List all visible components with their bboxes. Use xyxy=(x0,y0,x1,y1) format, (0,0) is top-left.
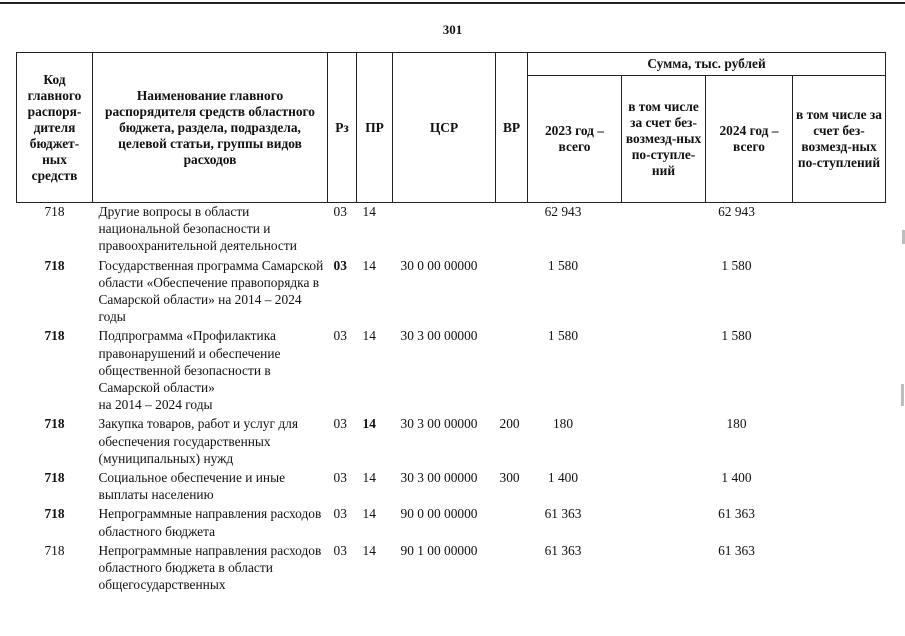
cell-bv-2024 xyxy=(793,505,886,541)
cell-rz: 03 xyxy=(333,328,347,344)
table-row xyxy=(17,203,886,257)
cell-pr: 14 xyxy=(362,328,376,344)
cell-csr: 90 1 00 00000 xyxy=(400,542,478,558)
table-row xyxy=(17,415,886,469)
cell-code: 718 xyxy=(44,204,65,219)
cell-pr: 14 xyxy=(362,204,376,219)
cell-rz: 03 xyxy=(333,416,347,432)
cell-pr: 14 xyxy=(362,416,376,432)
cell-csr: 30 3 00 00000 xyxy=(400,470,478,486)
cell-sum-2023: 1 400 xyxy=(547,470,579,486)
table-row xyxy=(17,257,886,328)
header-sum-2024: 2024 год – всего xyxy=(706,76,793,203)
cell-pr: 14 xyxy=(362,506,376,522)
cell-bv-2023 xyxy=(622,415,706,469)
cell-sum-2023: 1 580 xyxy=(547,328,579,344)
cell-vr: 200 xyxy=(499,416,520,432)
cell-name: Подпрограмма «Профилактика правонарушений и обеспечение общественной безопасности в Самарской области» на 2014 – 2024 годы xyxy=(98,328,281,413)
cell-csr: 90 0 00 00000 xyxy=(400,506,478,522)
cell-sum-2024: 1 580 xyxy=(721,257,752,273)
scan-margin-mark xyxy=(901,384,904,406)
page-number: 301 xyxy=(442,22,463,37)
header-code: Код главного распоря-дителя бюджет-ных средств xyxy=(17,53,93,203)
cell-sum-2023: 180 xyxy=(552,416,574,432)
cell-pr: 14 xyxy=(362,470,376,486)
cell-bv-2024 xyxy=(793,415,886,469)
cell-bv-2023 xyxy=(622,257,706,328)
header-sum-2023: 2023 год – всего xyxy=(528,76,622,203)
cell-bv-2023 xyxy=(622,469,706,505)
cell-sum-2024: 1 580 xyxy=(721,328,752,344)
cell-vr xyxy=(496,203,528,257)
cell-sum-2024: 180 xyxy=(726,416,747,432)
cell-code: 718 xyxy=(44,328,65,344)
cell-rz: 03 xyxy=(333,470,347,486)
header-rz: Рз xyxy=(328,53,357,203)
table-row xyxy=(17,505,886,541)
cell-vr xyxy=(496,542,528,596)
cell-name: Закупка товаров, работ и услуг для обеспечения государственных (муниципальных) нужд xyxy=(98,416,298,466)
cell-csr: 30 3 00 00000 xyxy=(400,328,478,344)
table-header xyxy=(17,53,886,203)
cell-code: 718 xyxy=(44,416,65,432)
cell-bv-2023 xyxy=(622,327,706,415)
cell-sum-2024: 1 400 xyxy=(721,470,752,486)
page-top-rule xyxy=(0,2,905,4)
cell-rz: 03 xyxy=(333,542,347,558)
table-row xyxy=(17,327,886,415)
cell-code: 718 xyxy=(44,542,65,558)
cell-rz: 03 xyxy=(333,204,347,219)
cell-bv-2023 xyxy=(622,542,706,596)
table-body xyxy=(17,203,886,596)
budget-table xyxy=(16,52,886,595)
cell-name: Другие вопросы в области национальной безопасности и правоохранительной деятельности xyxy=(98,204,297,254)
cell-name: Непрограммные направления расходов областного бюджета xyxy=(98,506,322,539)
cell-sum-2023: 1 580 xyxy=(547,257,579,273)
cell-vr xyxy=(496,327,528,415)
header-name: Наименование главного распорядителя средств областного бюджета, раздела, подраздела, целевой статьи, группы видов расходов xyxy=(93,53,328,203)
cell-bv-2024 xyxy=(793,542,886,596)
cell-rz: 03 xyxy=(333,257,347,273)
cell-bv-2024 xyxy=(793,327,886,415)
cell-bv-2024 xyxy=(793,203,886,257)
cell-sum-2024: 61 363 xyxy=(718,542,755,558)
cell-sum-2023: 61 363 xyxy=(544,542,582,558)
cell-csr: 30 3 00 00000 xyxy=(400,416,478,432)
cell-sum-2023: 62 943 xyxy=(544,204,582,219)
cell-sum-2024: 61 363 xyxy=(718,506,755,522)
cell-pr: 14 xyxy=(362,542,376,558)
cell-sum-2023: 61 363 xyxy=(544,506,582,522)
cell-vr xyxy=(496,505,528,541)
cell-name: Непрограммные направления расходов областного бюджета в области общегосударственных xyxy=(98,542,322,593)
cell-name: Государственная программа Самарской области «Обеспечение правопорядка в Самарской области» на 2014 – 2024 годы xyxy=(98,257,324,325)
header-pr: ПР xyxy=(357,53,393,203)
cell-code: 718 xyxy=(44,470,65,486)
cell-name: Социальное обеспечение и иные выплаты населению xyxy=(98,470,286,503)
table-row xyxy=(17,469,886,505)
cell-code: 718 xyxy=(44,257,65,273)
header-bv-2023: в том числе за счет без-возмезд-ных по-ступле-ний xyxy=(622,76,706,203)
cell-bv-2023 xyxy=(622,203,706,257)
cell-csr: 30 0 00 00000 xyxy=(400,257,478,273)
cell-bv-2024 xyxy=(793,257,886,328)
header-sum: Сумма, тыс. рублей xyxy=(528,53,886,76)
cell-vr xyxy=(496,257,528,328)
table-row xyxy=(17,542,886,596)
cell-vr: 300 xyxy=(499,470,520,486)
cell-sum-2024: 62 943 xyxy=(718,204,755,219)
cell-csr xyxy=(393,203,496,257)
cell-pr: 14 xyxy=(362,257,376,273)
cell-bv-2024 xyxy=(793,469,886,505)
cell-rz: 03 xyxy=(333,506,347,522)
cell-bv-2023 xyxy=(622,505,706,541)
header-bv-2024: в том числе за счет без-возмезд-ных по-ступлений xyxy=(793,76,886,203)
header-vr: ВР xyxy=(496,53,528,203)
header-csr: ЦСР xyxy=(393,53,496,203)
cell-code: 718 xyxy=(44,506,65,522)
